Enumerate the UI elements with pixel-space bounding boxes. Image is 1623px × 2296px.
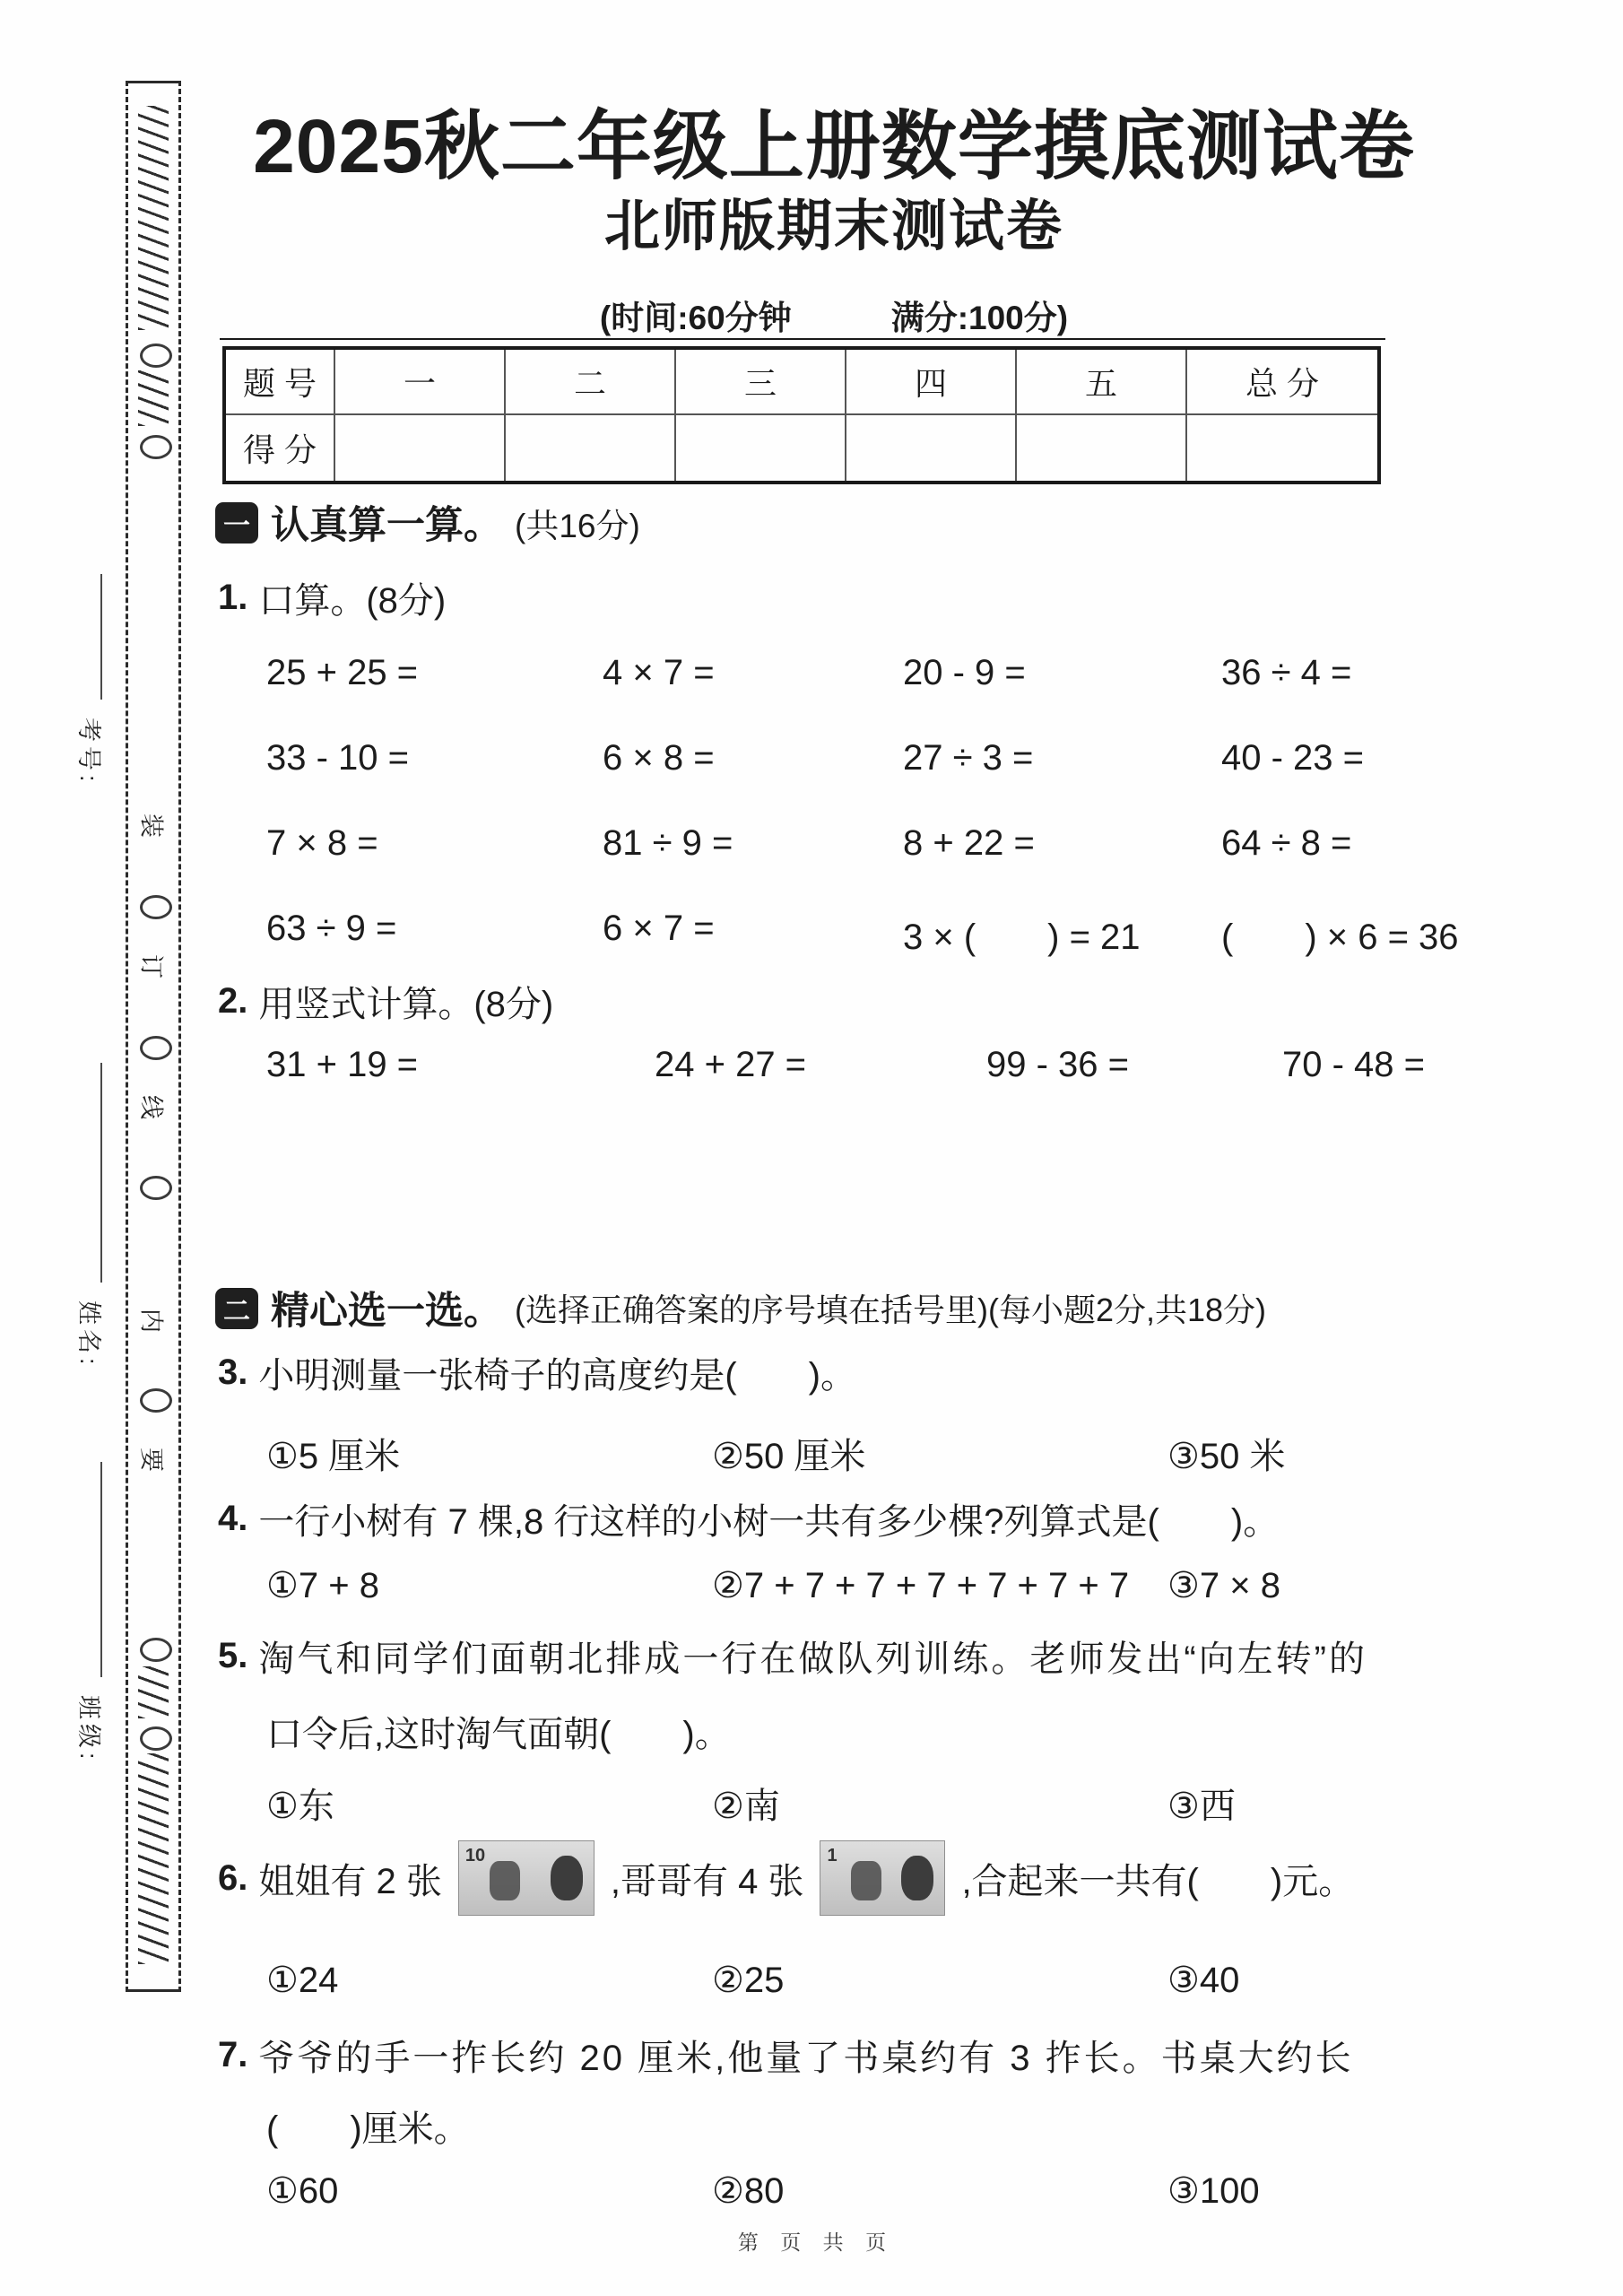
- seal-circle: [140, 1036, 172, 1060]
- score-cell-empty: [1017, 415, 1187, 481]
- oral-math-row: [266, 909, 1504, 960]
- question-6-options: [266, 1960, 1513, 2001]
- score-table-header: 二: [506, 350, 676, 415]
- math-item: 25 + 25 =: [266, 653, 419, 692]
- seal-char: 线: [137, 1095, 165, 1119]
- option-2: ②80: [712, 2171, 785, 2211]
- math-item: 4 × 7 =: [603, 653, 715, 692]
- seal-circle: [140, 1176, 172, 1200]
- option-3: ③西: [1167, 1787, 1236, 1826]
- math-item: ( ) × 6 = 36: [1221, 918, 1459, 957]
- banknote-denomination: 1: [827, 1846, 838, 1866]
- seal-circle: [140, 1388, 172, 1413]
- time-and-score-line: (时间:60分钟 满分:100分): [599, 300, 1069, 336]
- banknote-1-yuan-image: [820, 1840, 945, 1916]
- question-4: [218, 1493, 1279, 1544]
- question-4-options: [266, 1565, 1513, 1606]
- score-table-header: 五: [1017, 350, 1187, 415]
- section-2-note: (选择正确答案的序号填在括号里)(每小题2分,共18分): [515, 1292, 1267, 1328]
- seal-char: 订: [137, 954, 165, 978]
- question-text: 口算。(8分): [258, 581, 447, 621]
- option-3: ③7 × 8: [1167, 1566, 1280, 1605]
- math-item: 3 × ( ) = 21: [903, 918, 1141, 957]
- score-cell-empty: [846, 415, 1017, 481]
- page-title: 2025秋二年级上册数学摸底测试卷: [253, 104, 1415, 188]
- question-text: 一行小树有 7 棵,8 行这样的小树一共有多少棵?列算式是( )。: [258, 1502, 1280, 1542]
- question-text-line1: 淘气和同学们面朝北排成一行在做队列训练。老师发出“向左转”的: [258, 1639, 1367, 1679]
- question-2-heading: [218, 976, 553, 1027]
- banknote-pattern: [490, 1861, 520, 1900]
- column-calc-row: [266, 1045, 1504, 1085]
- section-2-badge: 二: [215, 1288, 258, 1329]
- score-table-header: 三: [676, 350, 846, 415]
- math-item: 81 ÷ 9 =: [603, 823, 733, 863]
- question-3: [218, 1347, 856, 1398]
- option-1: ①7 + 8: [266, 1566, 379, 1605]
- question-5-text-line2: 口令后,这时淘气面朝( )。: [266, 1715, 731, 1754]
- section-1-badge: 一: [215, 502, 258, 544]
- question-6: [218, 1840, 1354, 1916]
- option-3: ③50 米: [1167, 1437, 1286, 1476]
- score-cell-empty: [506, 415, 676, 481]
- section-1-heading: [215, 495, 640, 550]
- math-item: 99 - 36 =: [986, 1045, 1130, 1084]
- math-item: 24 + 27 =: [655, 1045, 807, 1084]
- section-2-title: 精心选一选。: [271, 1290, 502, 1333]
- score-cell-empty: [1187, 415, 1377, 481]
- student-name-label: 姓名:: [75, 1300, 102, 1370]
- question-number: 6.: [218, 1857, 248, 1898]
- seal-circle: [140, 895, 172, 919]
- seal-circle: [140, 1638, 172, 1662]
- option-1: ①5 厘米: [266, 1437, 401, 1476]
- question-5-options: [266, 1778, 1513, 1829]
- question-text: 小明测量一张椅子的高度约是( )。: [258, 1356, 856, 1396]
- option-1: ①东: [266, 1787, 334, 1826]
- question-3-options: [266, 1428, 1513, 1479]
- section-1-title: 认真算一算。: [271, 504, 502, 547]
- question-number: 3.: [218, 1352, 248, 1392]
- banknote-10-yuan-image: [458, 1840, 595, 1916]
- question-number: 7.: [218, 2035, 248, 2074]
- math-item: 63 ÷ 9 =: [266, 909, 397, 948]
- score-table: [222, 346, 1381, 484]
- question-text-line1: 爷爷的手一拃长约 20 厘米,他量了书桌约有 3 拃长。书桌大约长: [258, 2039, 1354, 2078]
- question-text-part3: ,合起来一共有( )元。: [961, 1861, 1355, 1901]
- hatch-marks: [138, 370, 169, 426]
- seal-char: 内: [137, 1309, 165, 1333]
- question-text-part1: 姐姐有 2 张: [258, 1861, 442, 1901]
- question-1-heading: [218, 572, 446, 623]
- seal-circle: [140, 435, 172, 459]
- score-cell-empty: [676, 415, 846, 481]
- seal-circle: [140, 1726, 172, 1751]
- math-item: 70 - 48 =: [1282, 1045, 1426, 1084]
- page-subtitle-title: 北师版期末测试卷: [603, 196, 1063, 257]
- question-number: 5.: [218, 1636, 248, 1675]
- math-item: 8 + 22 =: [903, 823, 1035, 863]
- option-1: ①24: [266, 1961, 339, 2000]
- banknote-pattern: [851, 1861, 881, 1900]
- table-top-rule: [220, 338, 1385, 340]
- seal-circle: [140, 344, 172, 368]
- banknote-portrait: [901, 1856, 933, 1900]
- math-item: 6 × 7 =: [603, 909, 715, 948]
- option-3: ③100: [1167, 2171, 1260, 2211]
- page-footer: 第 页 共 页: [737, 2231, 895, 2254]
- question-number: 2.: [218, 981, 248, 1021]
- math-item: 40 - 23 =: [1221, 738, 1365, 778]
- score-table-header: 一: [335, 350, 506, 415]
- question-text: 用竖式计算。(8分): [258, 985, 554, 1024]
- banknote-portrait: [551, 1856, 583, 1900]
- question-number: 1.: [218, 578, 248, 617]
- exam-number-blank-line: [100, 574, 102, 700]
- math-item: 20 - 9 =: [903, 653, 1026, 692]
- class-label: 班级:: [75, 1695, 102, 1764]
- question-text-part2: ,哥哥有 4 张: [610, 1861, 804, 1901]
- banknote-denomination: 10: [464, 1846, 486, 1866]
- question-number: 4.: [218, 1499, 248, 1538]
- math-item: 33 - 10 =: [266, 738, 410, 778]
- question-7-options: [266, 2170, 1513, 2212]
- question-7: [218, 2030, 1354, 2081]
- question-7-text-line2: ( )厘米。: [266, 2109, 470, 2149]
- seal-char: 装: [137, 813, 165, 838]
- hatch-marks: [138, 1753, 169, 1964]
- option-2: ②7 + 7 + 7 + 7 + 7 + 7 + 7: [712, 1566, 1130, 1605]
- math-item: 31 + 19 =: [266, 1045, 419, 1084]
- math-item: 36 ÷ 4 =: [1221, 653, 1352, 692]
- option-2: ②50 厘米: [712, 1437, 866, 1476]
- oral-math-row: [266, 653, 1504, 693]
- section-1-points: (共16分): [515, 507, 640, 544]
- score-table-header: 题 号: [226, 350, 335, 415]
- exam-number-label: 考号:: [75, 718, 102, 787]
- math-item: 64 ÷ 8 =: [1221, 823, 1352, 863]
- student-name-blank-line: [100, 1063, 102, 1283]
- score-cell-empty: [335, 415, 506, 481]
- question-5: [218, 1631, 1367, 1682]
- score-table-header: 总 分: [1187, 350, 1377, 415]
- score-row-label: 得 分: [226, 415, 335, 481]
- option-1: ①60: [266, 2171, 339, 2211]
- math-item: 6 × 8 =: [603, 738, 715, 778]
- section-2-heading: [215, 1281, 1266, 1335]
- math-item: 27 ÷ 3 =: [903, 738, 1034, 778]
- oral-math-row: [266, 738, 1504, 778]
- score-table-header: 四: [846, 350, 1017, 415]
- seal-line-strip: [126, 81, 181, 1992]
- option-2: ②南: [712, 1787, 780, 1826]
- option-3: ③40: [1167, 1961, 1240, 2000]
- seal-char: 要: [137, 1448, 165, 1472]
- math-item: 7 × 8 =: [266, 823, 378, 863]
- hatch-marks: [138, 1666, 169, 1718]
- option-2: ②25: [712, 1961, 785, 2000]
- oral-math-row: [266, 823, 1504, 864]
- class-blank-line: [100, 1462, 102, 1677]
